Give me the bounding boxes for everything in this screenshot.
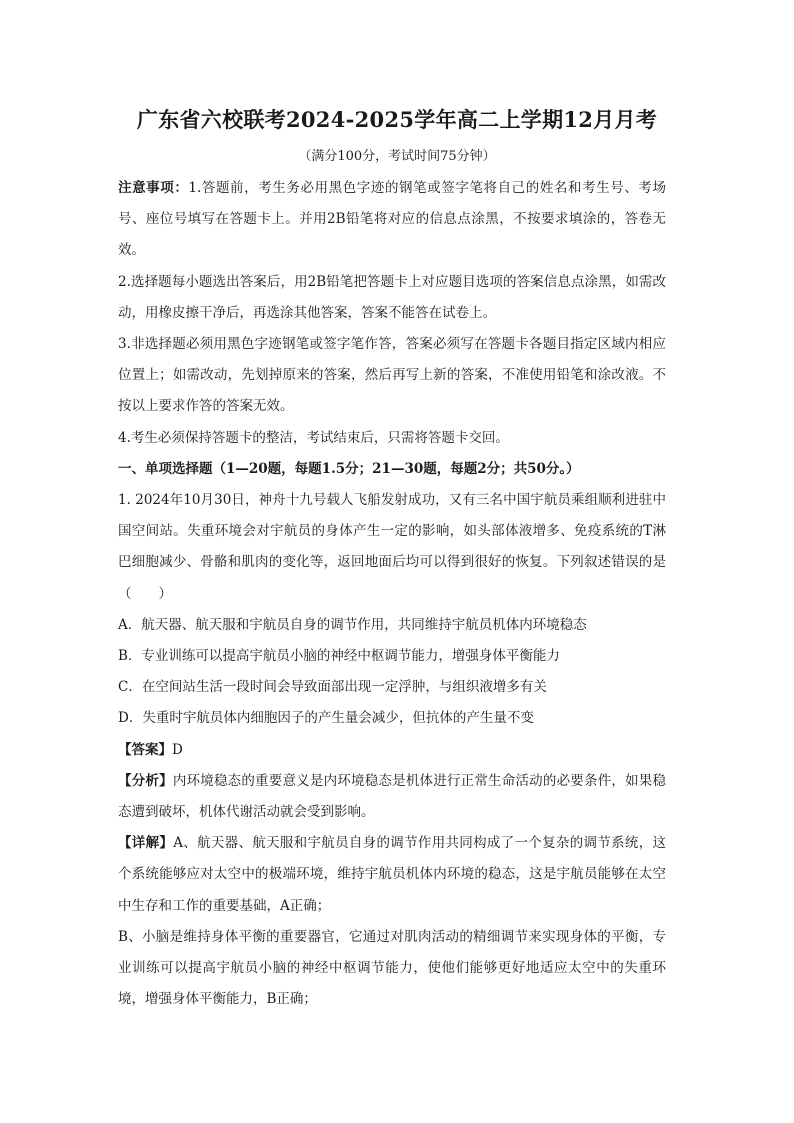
document-body [118,173,666,1015]
notice-item-3: 3.非选择题必须用黑色字迹钢笔或签字笔作答，答案必须写在答题卡各题目指定区域内相应位置上；如需改动，先划掉原来的答案，然后再写上新的答案，不准使用铅笔和涂改液。不按以上要求作答的答案无效。 [118,336,666,415]
option-a: A．航天器、航天服和宇航员自身的调节作用，共同维持宇航员机体内环境稳态 [118,616,587,633]
notice-item-1 [118,173,666,267]
option-c: C．在空间站生活一段时间会导致面部出现一定浮肿，与组织液增多有关 [118,679,547,696]
option-b: B．专业训练可以提高宇航员小脑的神经中枢调节能力，增强身体平衡能力 [118,648,560,665]
answer-value: D [172,741,183,758]
notice-item-2: 2.选择题每小题选出答案后，用2B铅笔把答题卡上对应题目选项的答案信息点涂黑，如需改动，用橡皮擦干净后，再选涂其他答案，答案不能答在试卷上。 [118,273,666,321]
answer-line [118,735,666,766]
analysis-text: 内环境稳态的重要意义是内环境稳态是机体进行正常生命活动的必要条件，如果稳态遭到破坏，机体代谢活动就会受到影响。 [118,772,667,821]
notice-label: 注意事项： [118,180,189,196]
detail-paragraph-b: B、小脑是维持身体平衡的重要器官，它通过对肌肉活动的精细调节来实现身体的平衡，专业训练可以提高宇航员小脑的神经中枢调节能力，使他们能够更好地适应太空中的失重环境，增强身体平衡能力，B正确； [118,928,666,1008]
detail-text-a: A、航天器、航天服和宇航员自身的调节作用共同构成了一个复杂的调节系统，这个系统能够应对太空中的极端环境，维持宇航员机体内环境的稳态，这是宇航员能够在太空中生存和工作的重要基础，A正确； [118,835,667,914]
exam-info: （满分100分，考试时间75分钟） [298,149,496,164]
answer-label: 【答案】 [118,741,172,758]
page-title: 广东省六校联考2024-2025学年高二上学期12月月考 [136,107,658,132]
question-1-stem: 1. 2024年10月30日，神舟十九号载人飞船发射成功，又有三名中国宇航员乘组顺利进驻中国空间站。失重环境会对宇航员的身体产生一定的影响，如头部体液增多、免疫系统的T淋巴细胞减少、骨骼和肌肉的变化等，返回地面后均可以得到很好的恢复。下列叙述错误的是（ ） [118,492,666,602]
detail-paragraph-a [118,828,666,922]
analysis-label: 【分析】 [118,772,173,789]
option-d: D．失重时宇航员体内细胞因子的产生量会减少，但抗体的产生量不变 [118,710,534,727]
notice-text-1: 1.答题前，考生务必用黑色字迹的钢笔或签字笔将自己的姓名和考生号、考场号、座位号填写在答题卡上。并用2B铅笔将对应的信息点涂黑，不按要求填涂的，答卷无效。 [118,180,667,259]
notice-item-4: 4.考生必须保持答题卡的整洁，考试结束后，只需将答题卡交回。 [118,429,509,446]
analysis-paragraph [118,766,666,828]
detail-label: 【详解】 [118,835,174,852]
section-heading: 一、单项选择题（1—20题，每题1.5分；21—30题，每题2分；共50分。） [118,460,580,477]
